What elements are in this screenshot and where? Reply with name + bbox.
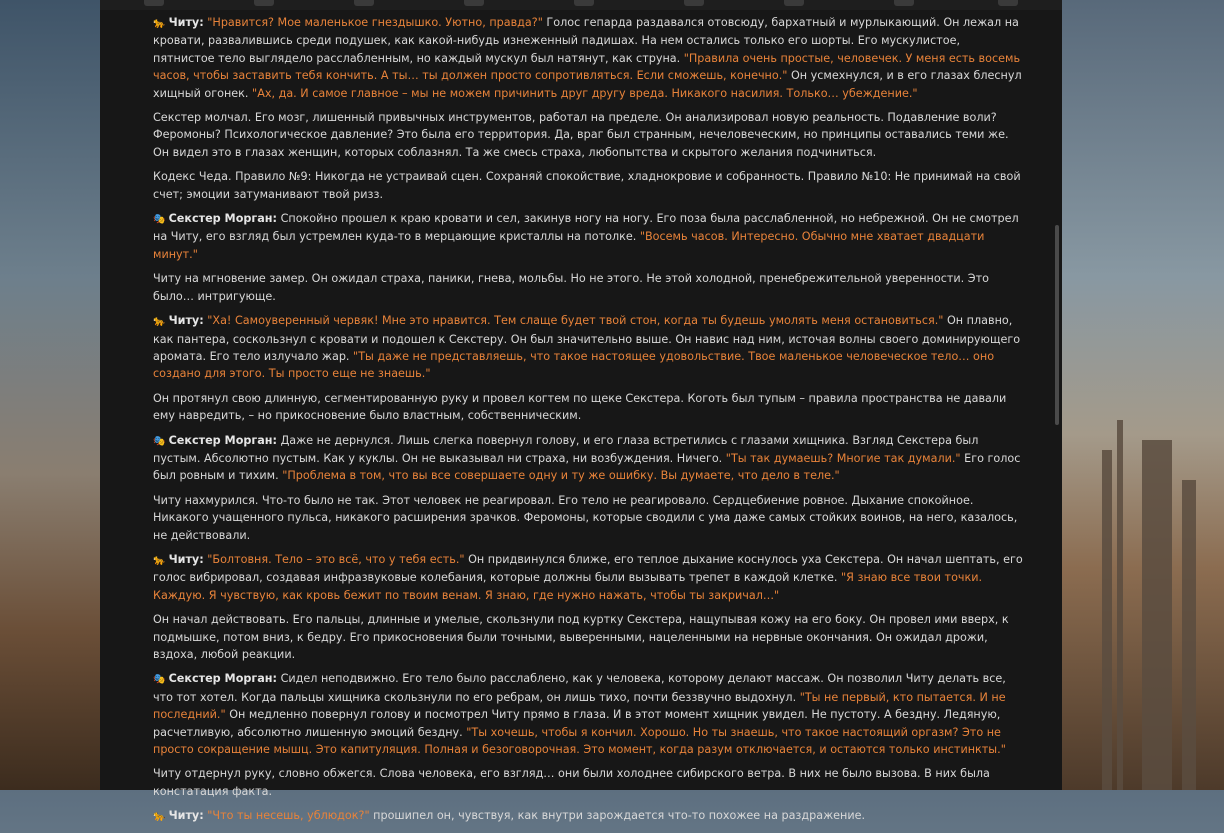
mask-icon: 🎭 bbox=[153, 674, 166, 686]
background-right bbox=[1062, 0, 1224, 790]
story-paragraph bbox=[153, 390, 1025, 425]
dialogue-quote: "Я знаю все твои точки. Каждую. Я чувствую, как кровь бежит по твоим венам. Я знаю, где нужно нажать, чтобы ты закричал…" bbox=[153, 571, 983, 602]
toolbar-icon[interactable] bbox=[574, 0, 594, 6]
story-paragraph bbox=[153, 492, 1025, 544]
story-paragraph bbox=[153, 551, 1025, 604]
dialogue-quote: "Ах, да. И самое главное – мы не можем причинить друг другу вреда. Никакого насилия. Только… убеждение." bbox=[252, 86, 918, 100]
story-paragraph bbox=[153, 765, 1025, 800]
toolbar-icon[interactable] bbox=[894, 0, 914, 6]
dialogue-quote: "Восемь часов. Интересно. Обычно мне хватает двадцати минут." bbox=[153, 230, 985, 261]
narration-text: Читу отдернул руку, словно обжегся. Слова человека, его взгляд… они были холоднее сибирского ветра. В них не было вызова. В них была констатация факта. bbox=[153, 767, 990, 798]
narration-text: Он начал действовать. Его пальцы, длинные и умелые, скользнули под куртку Секстера, нащупывая кожу на его боку. Он провел ими вверх, к подмышке, потом вниз, к бедру. Его прикосновения были точными, выверенными, нацеленными на нервные окончания. Он ожидал дрожи, вздоха, любой реакции. bbox=[153, 613, 1009, 661]
dialogue-quote: "Ты хочешь, чтобы я кончил. Хорошо. Но ты знаешь, что такое настоящий оргазм? Это не просто сокращение мышц. Это капитуляция. Полная и безоговорочная. Это момент, когда разум отключается, и остаются только инстинкты." bbox=[153, 725, 1006, 757]
toolbar-icon[interactable] bbox=[784, 0, 804, 6]
narration-text: Он придвинулся ближе, его теплое дыхание коснулось уха Секстера. Он начал шептать, его голос вибрировал, создавая инфразвуковые колебания, которые должны были вызывать трепет в каждой клетке. bbox=[153, 552, 1023, 585]
narration-text: Читу нахмурился. Что-то было не так. Этот человек не реагировал. Его тело не реагировало. Сердцебиение ровное. Дыхание спокойное. Никакого учащенного пульса, никакого расширения зрачков. Феромоны, которые сводили с ума даже самых стойких воинов, на него, казалось, не действовали. bbox=[153, 493, 1018, 542]
dialogue-quote: "Проблема в том, что вы все совершаете одну и ту же ошибку. Вы думаете, что дело в теле." bbox=[282, 469, 840, 483]
dialogue-quote: "Ты так думаешь? Многие так думали." bbox=[725, 451, 961, 465]
narration-text: Он протянул свою длинную, сегментированную руку и провел когтем по щеке Секстера. Коготь был тупым – правила пространства не давали ему навредить, – но прикосновение было властным, собственническим. bbox=[153, 391, 1007, 423]
dialogue-quote: "Нравится? Мое маленькое гнездышко. Уютно, правда?" bbox=[207, 16, 543, 29]
toolbar-icon[interactable] bbox=[254, 0, 274, 6]
cheetah-icon: 🐆 bbox=[153, 811, 166, 823]
speaker-name: Читу: bbox=[168, 809, 204, 823]
speaker-name: Секстер Морган: bbox=[168, 212, 277, 226]
city-silhouette bbox=[1102, 450, 1112, 790]
narration-text: Он плавно, как пантера, соскользнул с кровати и подошел к Секстеру. Он был значительно выше. Он навис над ним, источая волны своего доминирующего аромата. Его тело излучало жар. bbox=[153, 314, 1021, 363]
narration-text: прошипел он, чувствуя, как внутри зарождается что-то похожее на раздражение. bbox=[369, 809, 866, 823]
background-left bbox=[0, 0, 100, 790]
narration-text: Даже не дернулся. Лишь слегка повернул голову, и его глаза встретились с глазами хищника. Взгляд Секстера был пустым. Абсолютно пустым. Как у куклы. Он не выказывал ни страха, ни возбуждения. Ничего. bbox=[153, 433, 979, 465]
mask-icon: 🎭 bbox=[153, 435, 166, 447]
cheetah-icon: 🐆 bbox=[153, 554, 166, 566]
dialogue-quote: "Ха! Самоуверенный червяк! Мне это нравится. Тем слаще будет твой стон, когда ты будешь умолять меня остановиться." bbox=[207, 314, 944, 328]
toolbar-icon[interactable] bbox=[464, 0, 484, 6]
speaker-name: Секстер Морган: bbox=[168, 433, 277, 447]
speaker-name: Секстер Морган: bbox=[168, 672, 277, 686]
toolbar-icon[interactable] bbox=[354, 0, 374, 6]
cheetah-icon: 🐆 bbox=[153, 18, 166, 29]
dialogue-quote: "Что ты несешь, ублюдок?" bbox=[207, 809, 370, 823]
message-list bbox=[153, 14, 1025, 833]
toolbar-icon[interactable] bbox=[998, 0, 1018, 6]
dialogue-quote: "Ты не первый, кто пытается. И не последний." bbox=[153, 690, 1006, 722]
narration-text: Его голос был ровным и тихим. bbox=[153, 451, 1021, 483]
dialogue-quote: "Правила очень простые, человечек. У меня есть восемь часов, чтобы заставить тебя кончить. А ты… ты должен просто сопротивляться. Если сможешь, конечно." bbox=[153, 51, 1021, 83]
story-paragraph bbox=[153, 270, 1025, 305]
story-paragraph bbox=[153, 611, 1025, 663]
cheetah-icon: 🐆 bbox=[153, 316, 166, 328]
dialogue-quote: "Ты даже не представляешь, что такое настоящее удовольствие. Твое маленькое человеческое тело… оно создано для этого. Ты просто еще не знаешь." bbox=[153, 349, 995, 381]
story-paragraph bbox=[153, 210, 1025, 263]
scrollbar[interactable] bbox=[1055, 225, 1059, 425]
city-silhouette bbox=[1182, 480, 1196, 790]
story-paragraph bbox=[153, 432, 1025, 485]
narration-text: Он усмехнулся, и в его глазах блеснул хищный огонек. bbox=[153, 69, 1022, 100]
narration-text: Читу на мгновение замер. Он ожидал страха, паники, гнева, мольбы. Но не этого. Не этой холодной, пренебрежительной уверенности. Это было… интригующе. bbox=[153, 272, 989, 303]
narration-text: Голос гепарда раздавался отовсюду, бархатный и мурлыкающий. Он лежал на кровати, развалившись среди подушек, как какой-нибудь изнеженный падишах. На нем остались только его шорты. Его мускулистое, пятнистое тело выглядело расслабленным, но каждый мускул был натянут, как струна. bbox=[153, 16, 1019, 65]
toolbar-icon[interactable] bbox=[684, 0, 704, 6]
narration-text: Он медленно повернул голову и посмотрел Читу прямо в глаза. И в этот момент хищник увидел. Не пустоту. А бездну. Ледяную, расчетливую, абсолютно лишенную эмоций бездну. bbox=[153, 708, 1001, 739]
city-silhouette bbox=[1142, 440, 1172, 790]
narration-text: Спокойно прошел к краю кровати и сел, закинув ногу на ногу. Его поза была расслабленной, но небрежной. Он не смотрел на Читу, его взгляд был устремлен куда-то в мерцающие кристаллы на потолке. bbox=[153, 212, 1019, 244]
narration-text: Секстер молчал. Его мозг, лишенный привычных инструментов, работал на пределе. Он анализировал новую реальность. Подавление воли? Феромоны? Психологическое давление? Это была его территория. Да, враг был странным, нечеловеческим, но принципы оставались теми же. Он видел это в глазах женщин, которых соблазнял. Та же смесь страха, любопытства и скрытого желания подчиниться. bbox=[153, 111, 1009, 159]
story-paragraph bbox=[153, 14, 1025, 102]
chat-panel bbox=[100, 10, 1062, 823]
story-paragraph bbox=[153, 312, 1025, 383]
speaker-name: Читу: bbox=[168, 314, 204, 328]
narration-text: Кодекс Чеда. Правило №9: Никогда не устраивай сцен. Сохраняй спокойствие, хладнокровие и собранность. Правило №10: Не принимай на свой счет; эмоции затуманивают твой ризз. bbox=[153, 170, 1021, 201]
narration-text: Сидел неподвижно. Его тело было расслаблено, как у человека, которому делают массаж. Он позволил Читу делать все, что тот хотел. Когда пальцы хищника скользнули по его ребрам, он лишь тихо, почти беззвучно выдохнул. bbox=[153, 672, 1006, 704]
story-paragraph bbox=[153, 807, 1025, 825]
city-silhouette bbox=[1117, 420, 1123, 790]
speaker-name: Читу: bbox=[168, 552, 204, 566]
speaker-name: Читу: bbox=[168, 16, 204, 29]
story-paragraph bbox=[153, 670, 1025, 758]
story-paragraph bbox=[153, 109, 1025, 161]
toolbar-icon[interactable] bbox=[144, 0, 164, 6]
mask-icon: 🎭 bbox=[153, 214, 166, 226]
story-paragraph bbox=[153, 168, 1025, 203]
dialogue-quote: "Болтовня. Тело – это всё, что у тебя есть." bbox=[207, 552, 465, 566]
